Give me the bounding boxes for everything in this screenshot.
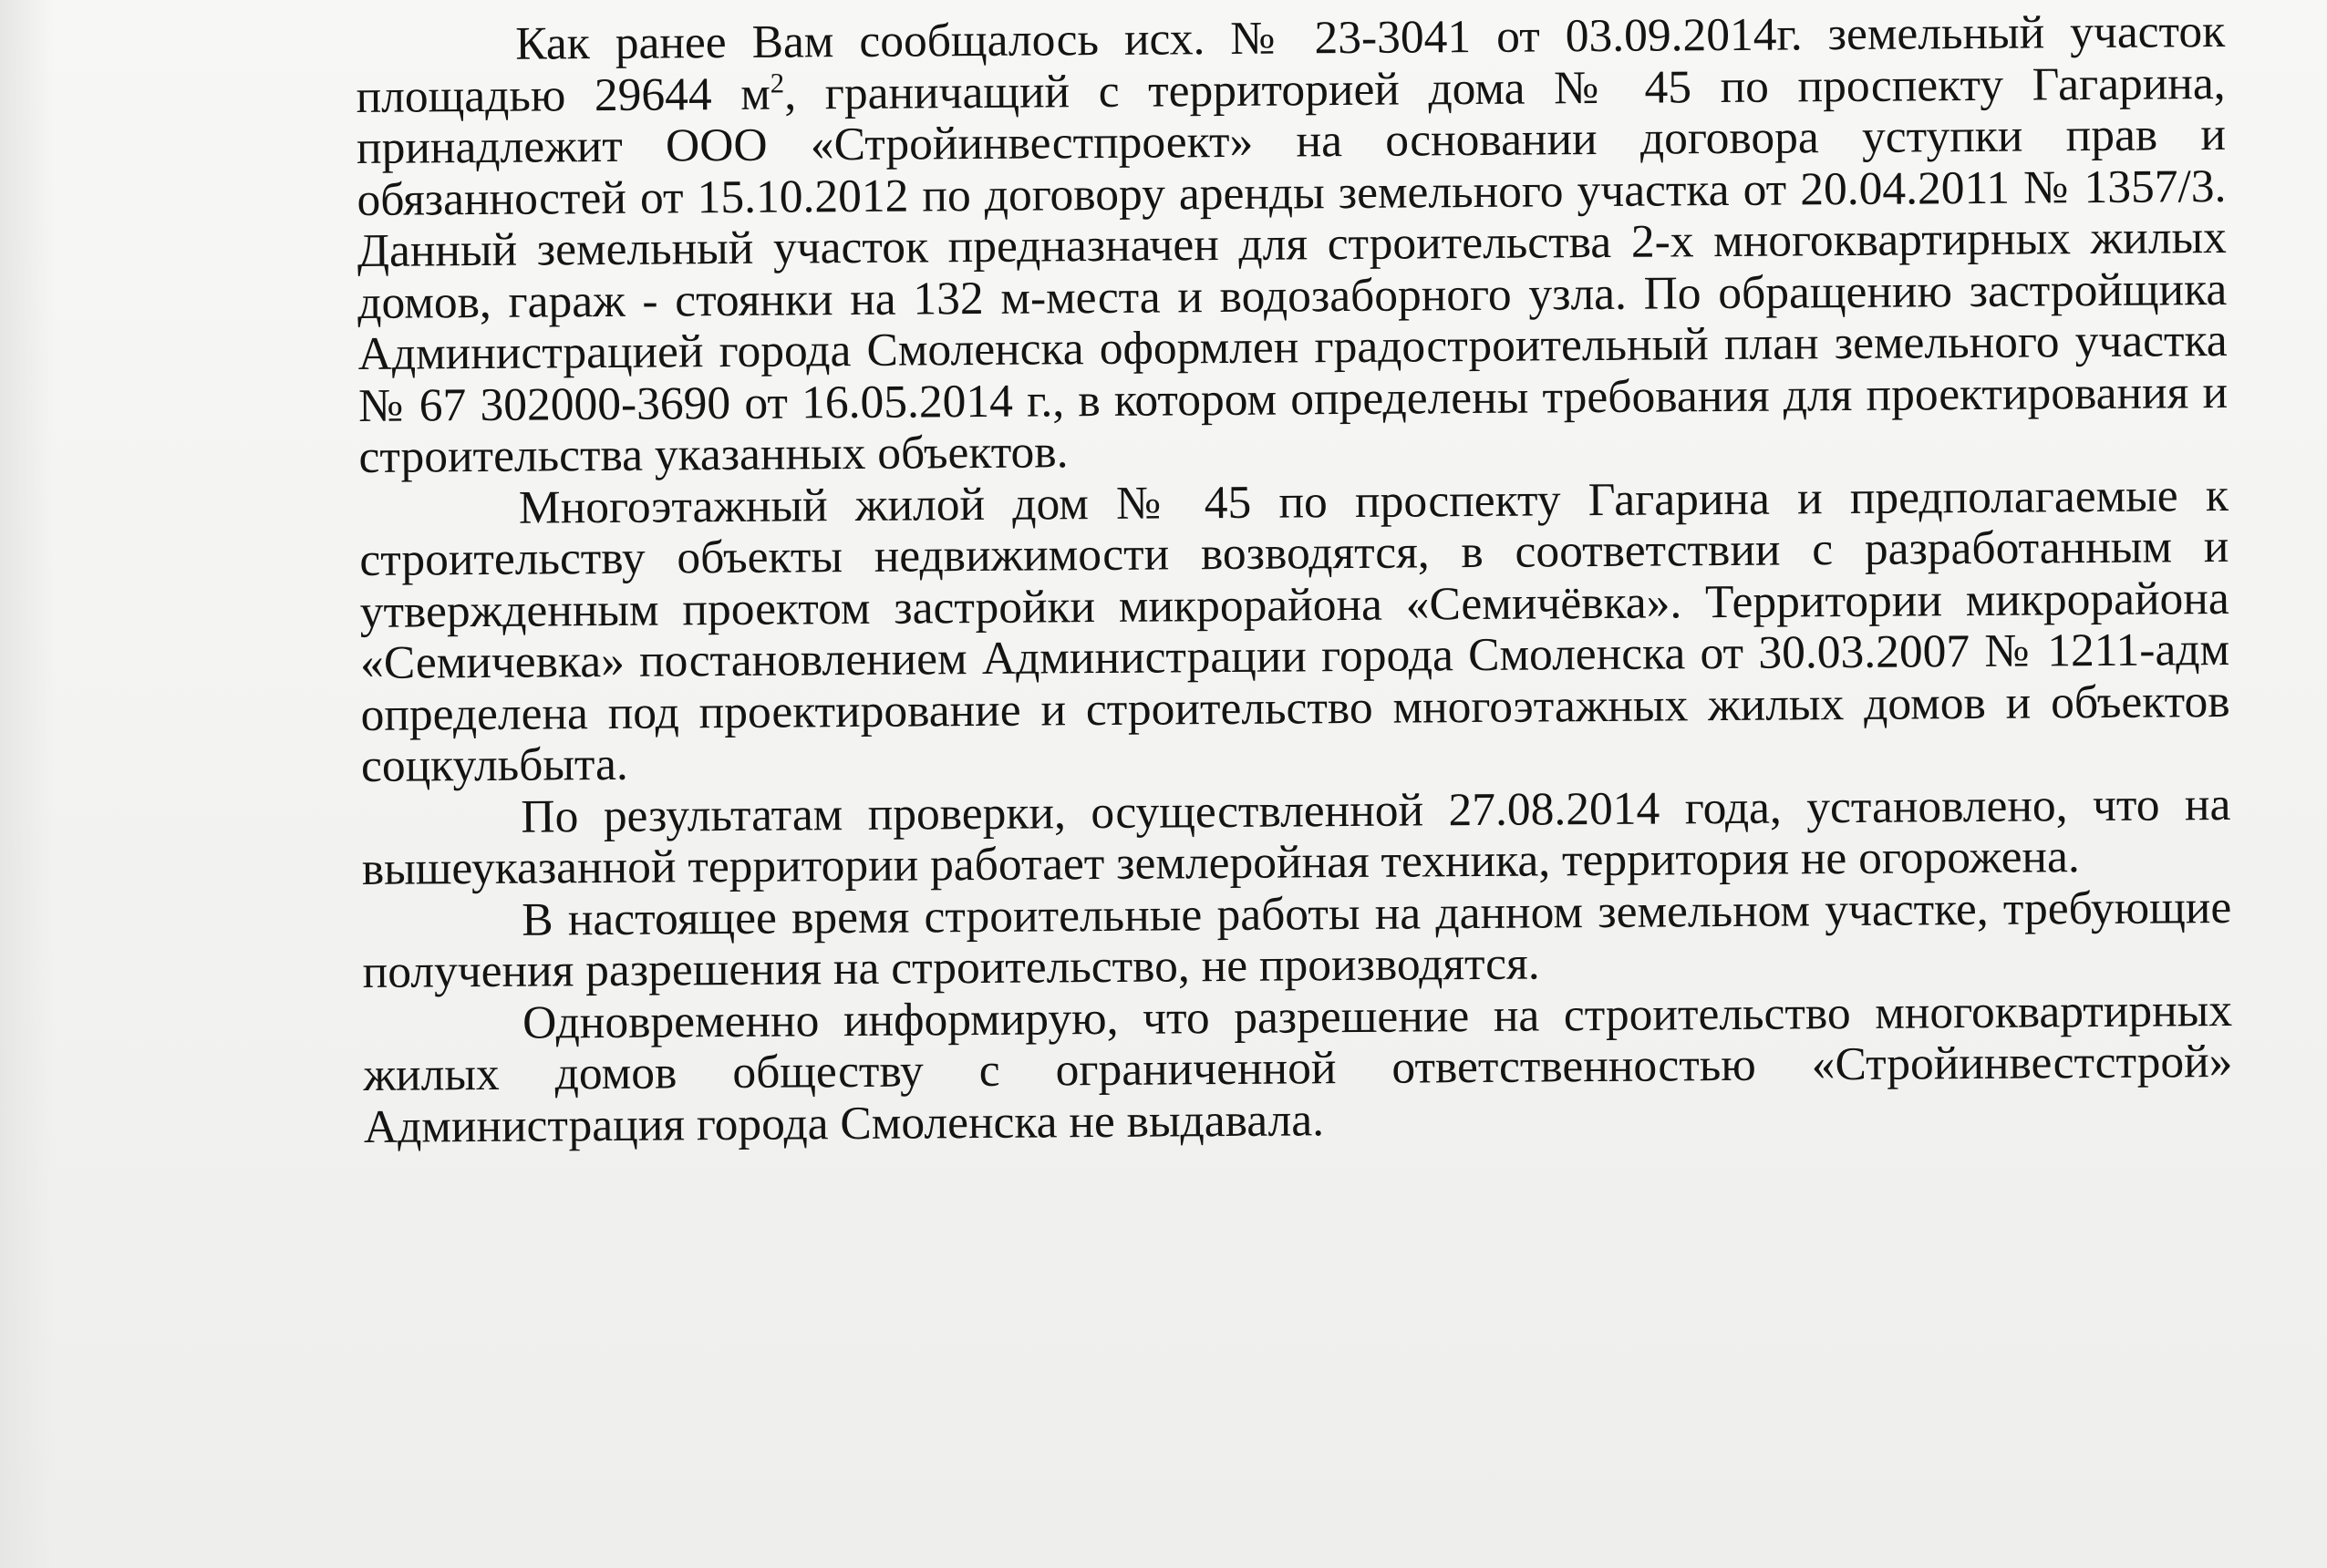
square-meter-superscript: 2 bbox=[770, 66, 785, 99]
scan-shadow-edge bbox=[0, 0, 55, 1568]
paragraph-permit-not-issued: Одновременно информирую, что разрешение на строительство многоквартирных жилых домов обществу с ограниченной ответственностью «Стройинвестстрой» Администрация города Смоленска не выдавала. bbox=[363, 984, 2233, 1153]
paragraph-current-works: В настоящее время строительные работы на данном земельном участке, требующие получения разрешения на строительство, не производятся. bbox=[362, 881, 2232, 998]
paragraph-land-plot-text-2: , граничащий с территорией дома № 45 по проспекту Гагарина, принадлежит ООО «Стройинвестпроект» на основании договора уступки прав и обязанностей от 15.10.2012 по договору аренды земельного участка от 20.04.2011 № 1357/3. Данный земельный участок предназначен для строительства 2-х многоквартирных жилых домов, гараж - стоянки на 132 м-места и водозаборного узла. По обращению застройщика Администрацией города Смоленска оформлен градостроительный план земельного участка № 67 302000-3690 от 16.05.2014 г., в котором определены требования для проектирования и строительства указанных объектов. bbox=[356, 57, 2229, 483]
paragraph-land-plot-text-1: Как ранее Вам сообщалось исх. № 23-3041 от 03.09.2014г. земельный участок площадью 29644 м bbox=[356, 5, 2226, 123]
paragraph-residential-building: Многоэтажный жилой дом № 45 по проспекту Гагарина и предполагаемые к строительству объекты недвижимости возводятся, в соответствии с разработанным и утвержденным проектом застройки микрорайона «Семичёвка». Территории микрорайона «Семичевка» постановлением Администрации города Смоленска от 30.03.2007 № 1211-адм определена под проектирование и строительство многоэтажных жилых домов и объектов соцкульбыта. bbox=[359, 469, 2230, 792]
paragraph-land-plot bbox=[356, 6, 2229, 484]
paragraph-inspection-results: По результатам проверки, осуществленной 27.08.2014 года, установлено, что на вышеуказанной территории работает землеройная техника, территория не огорожена. bbox=[361, 778, 2231, 895]
letter-body bbox=[356, 6, 2233, 1153]
